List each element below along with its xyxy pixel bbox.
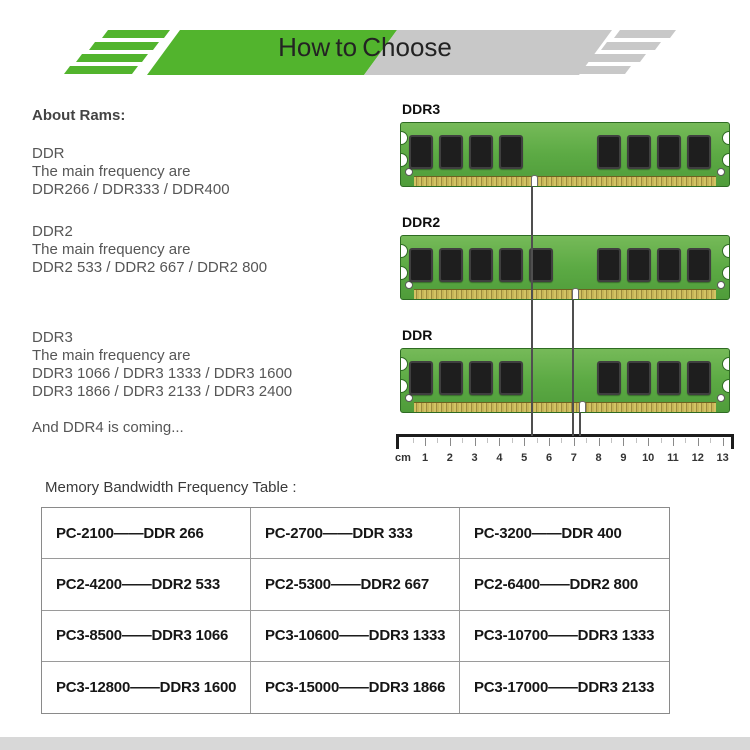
edge-cutout	[722, 357, 730, 371]
about-footnote: And DDR4 is coming...	[32, 419, 184, 436]
ruler-minor-tick	[636, 438, 637, 443]
ruler-tick-label: 1	[421, 452, 429, 464]
table-cell: PC3-12800——DDR3 1600	[42, 662, 251, 713]
ruler-tick-label: 10	[642, 452, 655, 464]
ruler-tick	[648, 438, 649, 446]
memory-chip	[439, 248, 463, 282]
memory-chip	[597, 135, 621, 169]
mount-hole	[717, 394, 725, 402]
ruler-bracket	[396, 434, 734, 449]
ruler-tick	[475, 438, 476, 446]
ruler-tick	[425, 438, 426, 446]
table-cell: PC-2100——DDR 266	[42, 508, 251, 559]
memory-chip	[499, 135, 523, 169]
ruler-tick-label: 13	[716, 452, 729, 464]
memory-chip	[439, 135, 463, 169]
edge-cutout	[722, 244, 730, 258]
memory-chip	[687, 361, 711, 395]
section-title: DDR3	[32, 329, 73, 346]
section-line: The main frequency are	[32, 241, 191, 258]
mount-hole	[717, 281, 725, 289]
memory-chip	[657, 361, 681, 395]
edge-cutout	[400, 153, 408, 167]
memory-chip	[627, 135, 651, 169]
frequency-table	[41, 507, 670, 714]
section-title: DDR2	[32, 223, 73, 240]
edge-cutout	[722, 266, 730, 280]
ruler-tick-label: 11	[667, 452, 679, 464]
ram-label: DDR3	[402, 101, 441, 117]
section-line: The main frequency are	[32, 347, 191, 364]
gold-contacts	[414, 176, 716, 187]
ruler-minor-tick	[611, 438, 612, 443]
ruler-tick	[549, 438, 550, 446]
ram-module-ddr3	[400, 101, 730, 187]
section-line: The main frequency are	[32, 163, 191, 180]
notch-pointer-line	[572, 299, 574, 436]
section-line: DDR3 1066 / DDR3 1333 / DDR3 1600	[32, 365, 293, 382]
ram-label: DDR	[402, 327, 433, 343]
memory-chip	[627, 361, 651, 395]
section-line: DDR266 / DDR333 / DDR400	[32, 181, 230, 198]
notch-pointer-line	[579, 412, 581, 436]
ruler-tick	[723, 438, 724, 446]
memory-chip	[469, 361, 493, 395]
about-section-ddr	[32, 145, 230, 199]
table-cell: PC2-6400——DDR2 800	[460, 559, 669, 610]
memory-chip	[469, 248, 493, 282]
edge-cutout	[400, 379, 408, 393]
edge-cutout	[400, 357, 408, 371]
table-caption: Memory Bandwidth Frequency Table :	[45, 479, 297, 496]
table-cell: PC3-10600——DDR3 1333	[251, 611, 460, 662]
mount-hole	[405, 394, 413, 402]
memory-chip	[439, 361, 463, 395]
ruler-tick-label: 12	[691, 452, 704, 464]
edge-cutout	[400, 266, 408, 280]
edge-cutout	[722, 379, 730, 393]
ram-pcb	[400, 348, 730, 413]
ruler-tick	[499, 438, 500, 446]
gold-contacts	[414, 289, 716, 300]
memory-chip	[409, 248, 433, 282]
ruler-tick	[599, 438, 600, 446]
ruler-tick	[623, 438, 624, 446]
memory-chip	[627, 248, 651, 282]
ruler-tick-label: 6	[545, 452, 553, 464]
memory-chip	[499, 361, 523, 395]
gold-contacts	[414, 402, 716, 413]
edge-cutout	[400, 244, 408, 258]
edge-cutout	[722, 131, 730, 145]
table-cell: PC-2700——DDR 333	[251, 508, 460, 559]
memory-chip	[409, 135, 433, 169]
ram-pcb	[400, 122, 730, 187]
table-cell: PC3-17000——DDR3 2133	[474, 678, 655, 696]
ruler-minor-tick	[586, 438, 587, 443]
ruler-minor-tick	[710, 438, 711, 443]
table-cell: PC3-8500——DDR3 1066	[42, 611, 251, 662]
table-cell: PC-3200——DDR 400	[460, 508, 669, 559]
edge-cutout	[722, 153, 730, 167]
ruler-minor-tick	[512, 438, 513, 443]
ruler-minor-tick	[537, 438, 538, 443]
ruler-tick-label: 5	[521, 452, 528, 464]
memory-chip	[597, 361, 621, 395]
ruler-unit-label: cm	[395, 452, 411, 464]
table-cell: PC2-4200——DDR2 533	[42, 559, 251, 610]
table-cell: PC2-5300——DDR2 667	[251, 559, 460, 610]
about-heading: About Rams:	[32, 107, 126, 124]
ruler-minor-tick	[661, 438, 662, 443]
ruler-minor-tick	[462, 438, 463, 443]
table-cell: PC3-10700——DDR3 1333	[460, 611, 669, 662]
section-line: DDR3 1866 / DDR3 2133 / DDR3 2400	[32, 383, 293, 400]
ruler-minor-tick	[561, 438, 562, 443]
ruler-minor-tick	[437, 438, 438, 443]
memory-chip	[657, 135, 681, 169]
memory-chip	[687, 248, 711, 282]
ruler-tick	[673, 438, 674, 446]
mount-hole	[405, 281, 413, 289]
ruler-tick	[524, 438, 525, 446]
memory-chip	[469, 135, 493, 169]
memory-chip	[657, 248, 681, 282]
bottom-divider-strip	[0, 737, 750, 750]
page-title: How to Choose	[278, 32, 452, 62]
notch-pointer-line	[531, 186, 533, 436]
memory-chip	[597, 248, 621, 282]
edge-cutout	[400, 131, 408, 145]
ruler-tick-label: 4	[496, 452, 503, 464]
ruler-tick-label: 2	[446, 452, 453, 464]
ruler-minor-tick	[685, 438, 686, 443]
section-line: DDR2 533 / DDR2 667 / DDR2 800	[32, 259, 268, 276]
ruler-tick-label: 7	[570, 452, 577, 464]
ruler-tick-label: 9	[620, 452, 627, 464]
memory-chip	[687, 135, 711, 169]
ram-module-ddr	[400, 327, 730, 413]
ruler-tick	[698, 438, 699, 446]
ruler-tick-label: 8	[595, 452, 602, 464]
ruler-minor-tick	[413, 438, 414, 443]
table-cell: PC3-15000——DDR3 1866	[251, 662, 460, 713]
about-section-ddr3	[32, 329, 292, 401]
mount-hole	[717, 168, 725, 176]
mount-hole	[405, 168, 413, 176]
ram-pcb	[400, 235, 730, 300]
section-title: DDR	[32, 145, 65, 162]
ruler-tick-label: 3	[471, 452, 478, 464]
ram-label: DDR2	[402, 214, 441, 230]
ruler-tick	[574, 438, 575, 446]
ruler-tick	[450, 438, 451, 446]
ruler-minor-tick	[487, 438, 488, 443]
about-section-ddr2	[32, 223, 267, 277]
ram-module-ddr2	[400, 214, 730, 300]
memory-chip	[499, 248, 523, 282]
ruler	[395, 430, 735, 472]
memory-chip	[409, 361, 433, 395]
